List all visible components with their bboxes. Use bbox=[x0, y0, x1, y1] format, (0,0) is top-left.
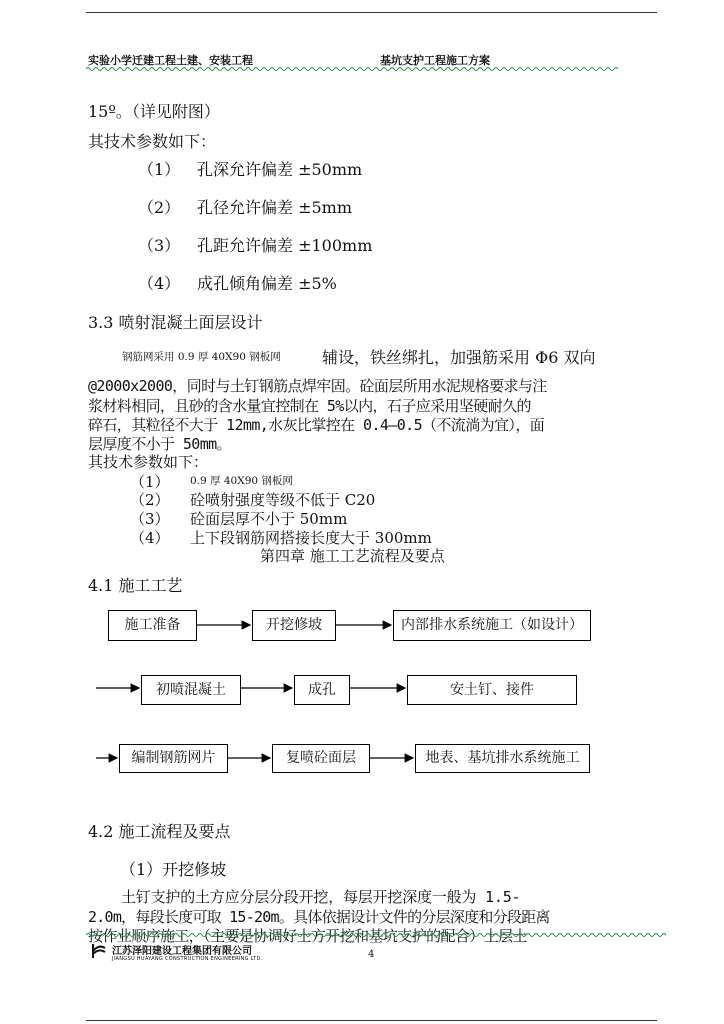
paragraph-line: 土钉支护的土方应分层分段开挖，每层开挖深度一般为 1.5- bbox=[121, 888, 521, 906]
flow-step-box: 内部排水系统施工（如设计） bbox=[393, 610, 591, 641]
flow-step-box: 复喷砼面层 bbox=[272, 744, 370, 773]
param-num: （4） bbox=[138, 274, 181, 293]
param-text: 成孔倾角偏差 ±5% bbox=[197, 274, 337, 293]
section-heading: 3.3 喷射混凝土面层设计 bbox=[88, 313, 263, 332]
flow-step-box: 开挖修坡 bbox=[252, 610, 336, 641]
param-num: （3） bbox=[130, 510, 170, 528]
param-num: （1） bbox=[130, 473, 170, 491]
footer-company-name: 江苏泽阳建设工程集团有限公司 bbox=[112, 946, 252, 957]
param-text: 砼喷射强度等级不低于 C20 bbox=[190, 491, 376, 509]
footer-company-name-en: JIANGSU HUAYANG CONSTRUCTION ENGINEERING LTD. bbox=[112, 956, 263, 962]
params-title: 其技术参数如下： bbox=[88, 453, 209, 471]
paragraph-line: 2.0m，每段长度可取 15-20m。具体依据设计文件的分层深度和分段距离 bbox=[88, 908, 550, 926]
footer-wavy-rule bbox=[86, 932, 666, 938]
section-heading: 4.2 施工流程及要点 bbox=[88, 822, 231, 841]
params-title: 其技术参数如下： bbox=[88, 132, 217, 151]
subsection-heading: （1）开挖修坡 bbox=[120, 860, 227, 879]
param-num: （2） bbox=[138, 198, 181, 217]
paragraph-line: 浆材料相同，且砂的含水量宜控制在 5%以内，石子应采用坚硬耐久的 bbox=[88, 397, 531, 415]
flow-step-box: 施工准备 bbox=[108, 610, 197, 641]
paragraph-line: 按作业顺序施工，（主要是协调好土方开挖和基坑支护的配合）上层土 bbox=[88, 927, 527, 945]
param-num: （4） bbox=[130, 529, 170, 547]
paragraph-small-text: 钢筋网采用 0.9 厚 40X90 钢板网 bbox=[122, 351, 281, 363]
flow-step-box: 编制钢筋网片 bbox=[119, 744, 228, 773]
param-text: 孔径允许偏差 ±5mm bbox=[197, 198, 353, 217]
paragraph-line: 碎石，其粒径不大于 12mm,水灰比掌控在 0.4—0.5（不流淌为宜），面 bbox=[88, 416, 545, 434]
param-text: 砼面层厚不小于 50mm bbox=[190, 510, 348, 528]
flow-step-box: 地表、基坑排水系统施工 bbox=[415, 744, 590, 773]
param-num: （2） bbox=[130, 491, 170, 509]
section-heading: 4.1 施工工艺 bbox=[88, 576, 183, 595]
paragraph-text: 辅设，铁丝绑扎，加强筋采用 Φ6 双向 bbox=[322, 348, 596, 367]
param-text: 孔深允许偏差 ±50mm bbox=[197, 160, 363, 179]
company-logo-icon bbox=[90, 942, 108, 960]
param-num: （3） bbox=[138, 236, 181, 255]
paragraph-line: 层厚度不小于 50mm。 bbox=[88, 435, 231, 453]
header-document-title: 基坑支护工程施工方案 bbox=[380, 54, 490, 67]
chapter-heading: 第四章 施工工艺流程及要点 bbox=[260, 547, 445, 565]
flow-step-box: 安土钉、接件 bbox=[407, 675, 577, 705]
param-text: 上下段钢筋网搭接长度大于 300mm bbox=[190, 529, 432, 547]
continued-text: 15º。（详见附图） bbox=[88, 102, 220, 121]
bottom-rule bbox=[86, 1020, 657, 1021]
param-num: （1） bbox=[138, 160, 181, 179]
header-project-title: 实验小学迁建工程土建、安装工程 bbox=[88, 54, 253, 67]
param-text: 孔距允许偏差 ±100mm bbox=[197, 236, 373, 255]
param-text: 0.9 厚 40X90 钢板网 bbox=[190, 475, 293, 487]
page-number: 4 bbox=[368, 949, 375, 960]
flow-step-box: 初喷混凝土 bbox=[141, 675, 241, 705]
flow-step-box: 成孔 bbox=[294, 675, 350, 705]
paragraph-line: @2000x2000，同时与土钉钢筋点焊牢固。砼面层所用水泥规格要求与注 bbox=[88, 377, 547, 395]
